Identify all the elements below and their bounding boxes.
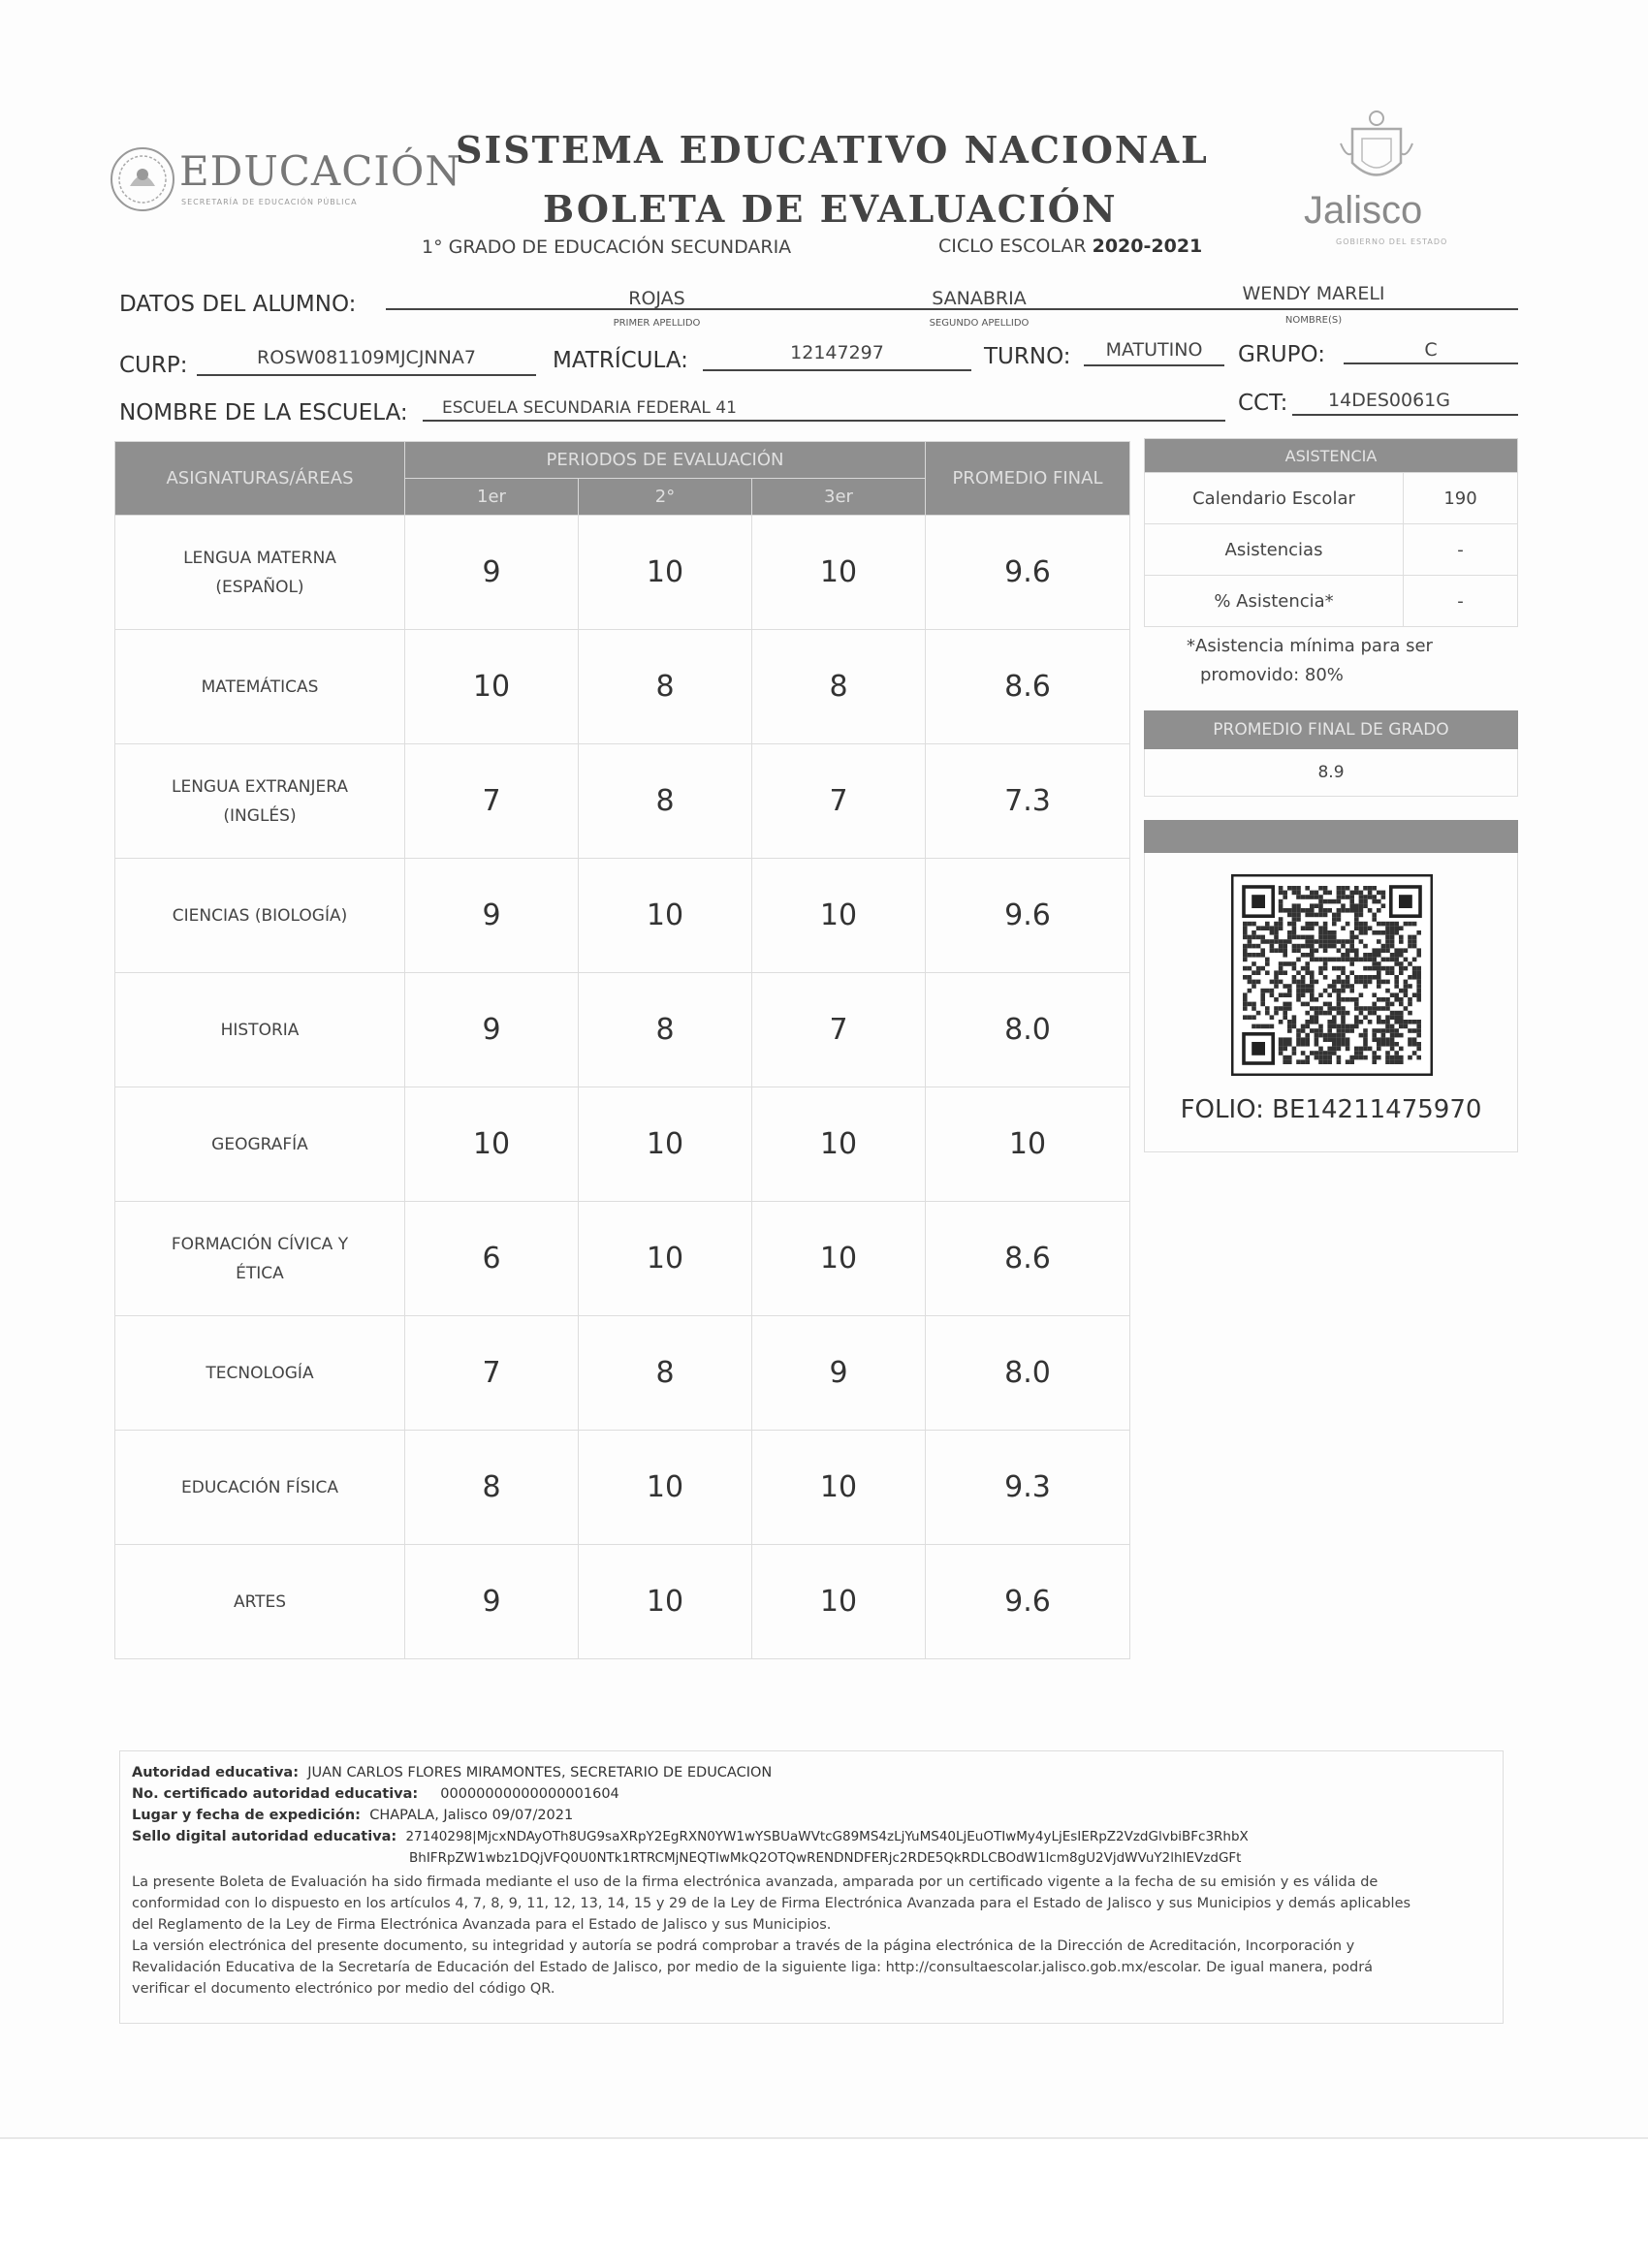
grade-period-3: 9 <box>752 1316 926 1431</box>
grade-final: 9.6 <box>926 859 1130 973</box>
header-subjects: ASIGNATURAS/ÁREAS <box>115 442 405 516</box>
grade-row <box>115 744 1130 859</box>
certificado-label: No. certificado autoridad educativa: <box>132 1786 419 1802</box>
certificado-value: 00000000000000001604 <box>440 1786 619 1802</box>
grade-final: 9.6 <box>926 1545 1130 1659</box>
firma-paragraph-line3: del Reglamento de la Ley de Firma Electrónica Avanzada para el Estado de Jalisco y sus Municipios. <box>132 1917 832 1933</box>
grade-final: 8.6 <box>926 1202 1130 1316</box>
subject-name-line2: (ESPAÑOL) <box>215 577 304 597</box>
grade-period-2: 8 <box>579 744 752 859</box>
cct-label: CCT: <box>1238 391 1288 416</box>
grade-period-2: 8 <box>579 1316 752 1431</box>
verificacion-paragraph-line2: Revalidación Educativa de la Secretaría de Educación del Estado de Jalisco, por medio de la siguiente liga: http://consultaescolar.jalisco.gob.mx/escolar. De igual manera, podrá <box>132 1960 1374 1975</box>
grade-row <box>115 1431 1130 1545</box>
grade-final: 8.0 <box>926 973 1130 1087</box>
sep-logo-text: EDUCACIÓN <box>179 147 462 195</box>
escuela-label: NOMBRE DE LA ESCUELA: <box>119 400 408 425</box>
subject-cell <box>115 1202 405 1316</box>
grado-text: 1° GRADO DE EDUCACIÓN SECUNDARIA <box>422 236 792 258</box>
asistencias-value: - <box>1404 524 1518 576</box>
footer-box <box>119 1750 1504 2024</box>
grade-period-1: 6 <box>405 1202 579 1316</box>
grade-row <box>115 1545 1130 1659</box>
curp-line <box>197 374 536 376</box>
asistencias-label: Asistencias <box>1145 524 1404 576</box>
grade-period-3: 10 <box>752 859 926 973</box>
verificacion-paragraph-line3: verificar el documento electrónico por medio del código QR. <box>132 1981 555 1997</box>
firma-paragraph <box>132 1872 1494 2000</box>
ciclo-label: CICLO ESCOLAR <box>938 236 1087 257</box>
jalisco-crest-icon <box>1333 105 1420 202</box>
grade-period-3: 8 <box>752 630 926 744</box>
subject-cell <box>115 1087 405 1202</box>
grade-period-3: 7 <box>752 973 926 1087</box>
calendario-value: 190 <box>1404 473 1518 524</box>
grade-period-3: 10 <box>752 1087 926 1202</box>
sello-row <box>132 1829 1249 1844</box>
cct-value: 14DES0061G <box>1328 390 1450 411</box>
grade-period-2: 10 <box>579 1202 752 1316</box>
calendario-label: Calendario Escolar <box>1145 473 1404 524</box>
header-periods: PERIODOS DE EVALUACIÓN <box>405 442 926 479</box>
grade-period-3: 10 <box>752 1431 926 1545</box>
grade-row <box>115 973 1130 1087</box>
subject-name-line1: GEOGRAFÍA <box>211 1134 308 1154</box>
subject-name-line1: CIENCIAS (BIOLOGÍA) <box>172 905 348 926</box>
subject-name-line2: (INGLÉS) <box>223 805 297 826</box>
subject-name-line1: LENGUA EXTRANJERA <box>171 776 349 797</box>
grade-final: 9.6 <box>926 516 1130 630</box>
grade-row <box>115 1316 1130 1431</box>
subject-name-line1: EDUCACIÓN FÍSICA <box>181 1477 338 1497</box>
porcentaje-label: % Asistencia* <box>1145 576 1404 627</box>
autoridad-label: Autoridad educativa: <box>132 1765 300 1780</box>
grade-period-3: 10 <box>752 1202 926 1316</box>
grupo-label: GRUPO: <box>1238 342 1325 367</box>
turno-line <box>1084 364 1224 366</box>
asistencia-note-line1: *Asistencia mínima para ser <box>1187 636 1433 656</box>
header-final: PROMEDIO FINAL <box>926 442 1130 516</box>
grade-period-1: 7 <box>405 1316 579 1431</box>
grade-period-2: 8 <box>579 973 752 1087</box>
grade-period-3: 10 <box>752 516 926 630</box>
nombres-value: WENDY MARELI <box>1242 283 1385 304</box>
jalisco-logo-text: Jalisco <box>1304 189 1423 232</box>
grade-row <box>115 1087 1130 1202</box>
primer-apellido-value: ROJAS <box>628 288 685 309</box>
sello-value-line2: BhIFRpZW1wbz1DQjVFQ0U0NTk1RTRCMjNEQTIwMkQ2OTQwRENDNDFERjc2RDE5QkRDLCBOdW1lcm8gU2VjdWVuY2lhIEVzdGFt <box>409 1850 1242 1866</box>
turno-value: MATUTINO <box>1105 339 1203 361</box>
sep-seal-icon <box>109 145 176 213</box>
grade-row <box>115 630 1130 744</box>
grupo-value: C <box>1424 339 1438 361</box>
asistencia-note <box>1187 632 1433 690</box>
cct-line <box>1292 414 1518 416</box>
lugar-label: Lugar y fecha de expedición: <box>132 1808 361 1823</box>
grade-period-1: 9 <box>405 516 579 630</box>
jalisco-logo-subtitle: GOBIERNO DEL ESTADO <box>1336 237 1448 246</box>
header-period-1: 1er <box>405 479 579 516</box>
asistencia-note-line2: promovido: 80% <box>1200 665 1344 685</box>
nombres-caption: NOMBRE(S) <box>1284 315 1343 326</box>
ciclo-value: 2020-2021 <box>1092 236 1203 257</box>
segundo-apellido-value: SANABRIA <box>932 288 1027 309</box>
firma-paragraph-line1: La presente Boleta de Evaluación ha sido firmada mediante el uso de la firma electrónica avanzada, amparada por un certificado vigente a la fecha de su emisión y es válida de <box>132 1874 1379 1890</box>
grade-period-1: 9 <box>405 859 579 973</box>
subject-name-line2: ÉTICA <box>236 1263 284 1283</box>
escuela-value: ESCUELA SECUNDARIA FEDERAL 41 <box>442 398 737 418</box>
sello-label: Sello digital autoridad educativa: <box>132 1829 397 1844</box>
grade-period-1: 8 <box>405 1431 579 1545</box>
autoridad-row <box>132 1765 772 1780</box>
subject-cell <box>115 630 405 744</box>
sep-logo-subtitle: SECRETARÍA DE EDUCACIÓN PÚBLICA <box>181 198 358 206</box>
grade-period-1: 10 <box>405 1087 579 1202</box>
certificado-row <box>132 1786 619 1802</box>
firma-paragraph-line2: conformidad con lo dispuesto en los artículos 4, 7, 8, 9, 11, 12, 13, 14, 15 y 29 de la Ley de Firma Electrónica Avanzada para el Estado de Jalisco y sus Municipios y demás aplicables <box>132 1896 1411 1911</box>
grade-row <box>115 1202 1130 1316</box>
escuela-line <box>423 420 1225 422</box>
grade-period-2: 10 <box>579 859 752 973</box>
grade-period-2: 8 <box>579 630 752 744</box>
matricula-value: 12147297 <box>790 342 884 363</box>
autoridad-value: JUAN CARLOS FLORES MIRAMONTES, SECRETARIO DE EDUCACION <box>307 1765 773 1780</box>
qr-code-icon[interactable] <box>1231 874 1433 1076</box>
document-title-line1: SISTEMA EDUCATIVO NACIONAL <box>456 128 1209 172</box>
matricula-label: MATRÍCULA: <box>553 348 688 373</box>
subject-cell <box>115 744 405 859</box>
grade-final: 10 <box>926 1087 1130 1202</box>
subject-name-line1: LENGUA MATERNA <box>183 548 336 568</box>
subject-cell <box>115 973 405 1087</box>
grade-period-3: 10 <box>752 1545 926 1659</box>
verificacion-paragraph-line1: La versión electrónica del presente documento, su integridad y autoría se podrá comprobar a través de la página electrónica de la Dirección de Acreditación, Incorporación y <box>132 1938 1355 1954</box>
grades-table <box>114 441 1130 1659</box>
grade-period-2: 10 <box>579 1087 752 1202</box>
grade-period-2: 10 <box>579 1431 752 1545</box>
grade-final: 8.6 <box>926 630 1130 744</box>
grade-period-1: 10 <box>405 630 579 744</box>
grade-row <box>115 516 1130 630</box>
grade-final: 7.3 <box>926 744 1130 859</box>
asistencia-title: ASISTENCIA <box>1145 439 1518 473</box>
grade-final: 9.3 <box>926 1431 1130 1545</box>
subject-name-line1: ARTES <box>233 1591 287 1612</box>
scan-margin <box>0 2137 1648 2268</box>
subject-name-line1: MATEMÁTICAS <box>201 677 319 697</box>
curp-label: CURP: <box>119 353 188 378</box>
lugar-row <box>132 1808 573 1823</box>
grade-row <box>115 859 1130 973</box>
subject-cell <box>115 1316 405 1431</box>
primer-apellido-caption: PRIMER APELLIDO <box>613 318 701 329</box>
subject-name-line1: FORMACIÓN CÍVICA Y <box>171 1234 349 1254</box>
grade-period-1: 9 <box>405 1545 579 1659</box>
subject-name-line1: HISTORIA <box>220 1020 300 1040</box>
subject-cell <box>115 859 405 973</box>
datos-alumno-label: DATOS DEL ALUMNO: <box>119 292 357 317</box>
subject-cell <box>115 516 405 630</box>
promedio-grado-title: PROMEDIO FINAL DE GRADO <box>1144 710 1518 749</box>
segundo-apellido-caption: SEGUNDO APELLIDO <box>929 318 1030 329</box>
grade-period-2: 10 <box>579 1545 752 1659</box>
grade-period-3: 7 <box>752 744 926 859</box>
header-period-3: 3er <box>752 479 926 516</box>
folio-text: FOLIO: BE14211475970 <box>1180 1095 1482 1124</box>
subject-cell <box>115 1431 405 1545</box>
promedio-grado-value: 8.9 <box>1144 749 1518 797</box>
grade-period-1: 7 <box>405 744 579 859</box>
asistencia-table <box>1144 438 1518 627</box>
matricula-line <box>703 369 971 371</box>
grade-final: 8.0 <box>926 1316 1130 1431</box>
grupo-line <box>1344 362 1518 364</box>
turno-label: TURNO: <box>984 344 1071 369</box>
qr-section-header <box>1144 820 1518 853</box>
grade-period-2: 10 <box>579 516 752 630</box>
grade-period-1: 9 <box>405 973 579 1087</box>
header-period-2: 2° <box>579 479 752 516</box>
ciclo-escolar <box>938 236 1202 257</box>
lugar-value: CHAPALA, Jalisco 09/07/2021 <box>369 1808 574 1823</box>
curp-value: ROSW081109MJCJNNA7 <box>257 347 476 368</box>
porcentaje-value: - <box>1404 576 1518 627</box>
sello-value-line1: 27140298|MjcxNDAyOTh8UG9saXRpY2EgRXN0YW1wYSBUaWVtcG89MS4zLjYuMS40LjEuOTIwMy4yLjEsIERpZ2VzdGlvbiBFc3RhbX <box>405 1829 1249 1844</box>
document-title-line2: BOLETA DE EVALUACIÓN <box>543 187 1118 231</box>
subject-name-line1: TECNOLOGÍA <box>206 1363 314 1383</box>
subject-cell <box>115 1545 405 1659</box>
